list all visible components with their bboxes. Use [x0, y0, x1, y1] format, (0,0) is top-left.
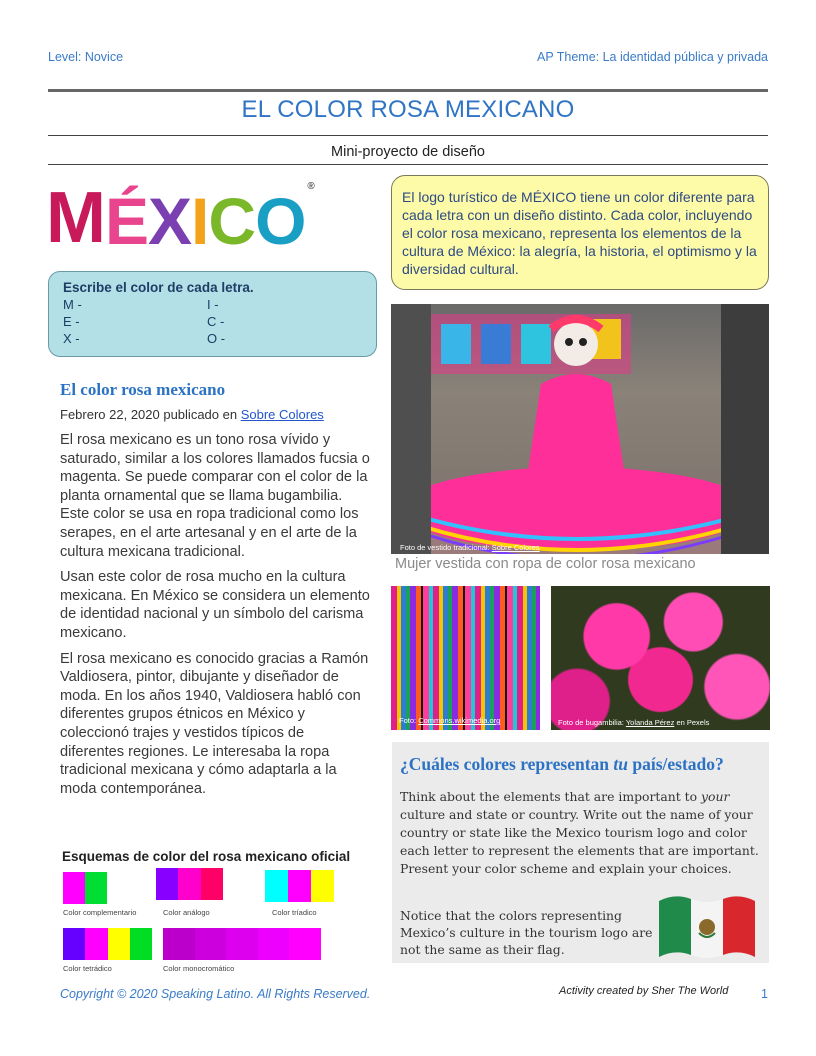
task-row: E - C - — [63, 314, 225, 329]
swatch-cell — [63, 872, 85, 904]
monochromatic-label: Color monocromático — [163, 964, 235, 973]
page-title: EL COLOR ROSA MEXICANO — [241, 96, 575, 123]
swatch-cell — [289, 928, 321, 960]
flower-photo-credit: Foto de bugambilia: Yolanda Pérez en Pexels — [558, 718, 710, 727]
mexico-tourism-logo — [46, 178, 314, 258]
article-paragraph: Usan este color de rosa mucho en la cultura mexicana. En México se considera un elemento de identidad nacional y un símbolo del carisma mexicano. — [60, 569, 370, 641]
logo-info-callout: El logo turístico de MÉXICO tiene un color diferente para cada letra con un diseño distinto. Cada color, incluyendo el color rosa mexicano, representa los elementos de la cultura de México: la alegría, la historia, el optimismo y la diversidad cultural. — [391, 175, 769, 290]
swatch-cell — [258, 928, 290, 960]
logo-letter-e: É — [104, 184, 149, 258]
header-rule — [48, 89, 768, 92]
swatch-cell — [163, 928, 195, 960]
article-paragraph: El rosa mexicano es un tono rosa vívido y saturado, similar a los colores llamados fucsia o magenta. Se puede comparar con el color de la planta ornamental que se llama bugambilia. Este color se usa en ropa tradicional como los serapes, en el arte artesanal y en el arte de la cultura mexicana tradicional. — [60, 432, 370, 560]
dress-credit-link[interactable]: Sobre Colores — [491, 543, 540, 552]
logo-letter-o: O — [255, 184, 306, 258]
theme-label: AP Theme: La identidad pública y privada — [537, 50, 768, 64]
article-body — [60, 431, 370, 805]
swatch-cell — [288, 870, 311, 902]
wikimedia-link[interactable]: Commons.wikimedia.org — [418, 716, 501, 725]
article-date: Febrero 22, 2020 publicado en Sobre Colores — [60, 407, 324, 422]
question-box — [392, 742, 769, 963]
complementary-swatch — [63, 872, 107, 904]
task-title: Escribe el color de cada letra. — [63, 280, 254, 295]
swatch-cell — [63, 928, 85, 960]
sobre-colores-link[interactable]: Sobre Colores — [240, 407, 324, 422]
serape-photo-credit: Foto: Commons.wikimedia.org — [399, 716, 501, 725]
triadic-label: Color tríadico — [272, 908, 317, 917]
title-rule — [48, 135, 768, 136]
swatch-cell — [226, 928, 258, 960]
dress-illustration — [391, 304, 769, 554]
analogous-label: Color análogo — [163, 908, 210, 917]
flag-note: Notice that the colors representing Mexico’s culture in the tourism logo are not the same as their flag. — [400, 908, 653, 957]
swatch-cell — [178, 868, 200, 900]
task-row: M - I - — [63, 297, 219, 312]
question-title: ¿Cuáles colores representan tu país/estado? — [400, 754, 724, 774]
bougainvillea-photo — [551, 586, 770, 730]
swatch-cell — [85, 928, 107, 960]
color-task-box — [48, 271, 377, 357]
triadic-swatch — [265, 870, 334, 902]
swatch-cell — [130, 928, 152, 960]
level-label: Level: Novice — [48, 50, 124, 64]
tetradic-label: Color tetrádico — [63, 964, 112, 973]
page-number: 1 — [761, 987, 768, 1001]
question-body: Think about the elements that are important to your culture and state or country. Write out the name of your country or state like the Mexico tourism logo and color each letter to represent the elements that are important. Present your color scheme and explain your choices. — [400, 789, 759, 876]
swatch-cell — [311, 870, 334, 902]
dress-photo — [391, 304, 769, 554]
swatch-cell — [265, 870, 288, 902]
swatch-cell — [195, 928, 227, 960]
subtitle-rule — [48, 164, 768, 165]
logo-letter-x: X — [148, 184, 192, 258]
article-title: El color rosa mexicano — [60, 380, 226, 399]
article-paragraph: El rosa mexicano es conocido gracias a Ramón Valdiosera, pintor, dibujante y diseñador de moda. En los años 1940, Valdiosera habló con diferentes grupos étnicos en México y coleccionó trajes y vestidos típicos de diferentes regiones. Le interesaba la ropa tradicional mexicana y cómo adaptarla a la moda contemporánea. — [60, 650, 369, 797]
swatch-cell — [108, 928, 130, 960]
logo-letter-m: M — [46, 178, 105, 258]
dress-photo-credit: Foto de vestido tradicional: Sobre Colores — [400, 543, 540, 552]
task-row: X - O - — [63, 331, 226, 346]
page-subtitle: Mini-proyecto de diseño — [331, 144, 485, 160]
swatch-cell — [201, 868, 223, 900]
logo-letter-i: I — [191, 184, 209, 258]
activity-credit: Activity created by Sher The World — [559, 985, 729, 997]
mexico-flag-icon — [655, 889, 759, 961]
registered-mark: ® — [307, 181, 314, 192]
swatch-cell — [156, 868, 178, 900]
schemes-title: Esquemas de color del rosa mexicano oficial — [62, 849, 351, 864]
monochromatic-swatch — [163, 928, 321, 960]
dress-caption: Mujer vestida con ropa de color rosa mexicano — [395, 556, 696, 572]
logo-letters — [46, 178, 314, 258]
copyright: Copyright © 2020 Speaking Latino. All Rights Reserved. — [60, 987, 371, 1001]
tetradic-swatch — [63, 928, 152, 960]
complementary-label: Color complementario — [63, 908, 137, 917]
serape-photo — [391, 586, 540, 730]
yolanda-perez-link[interactable]: Yolanda Pérez — [625, 718, 675, 727]
swatch-cell — [85, 872, 107, 904]
analogous-swatch — [156, 868, 223, 900]
logo-letter-c: C — [208, 184, 256, 258]
